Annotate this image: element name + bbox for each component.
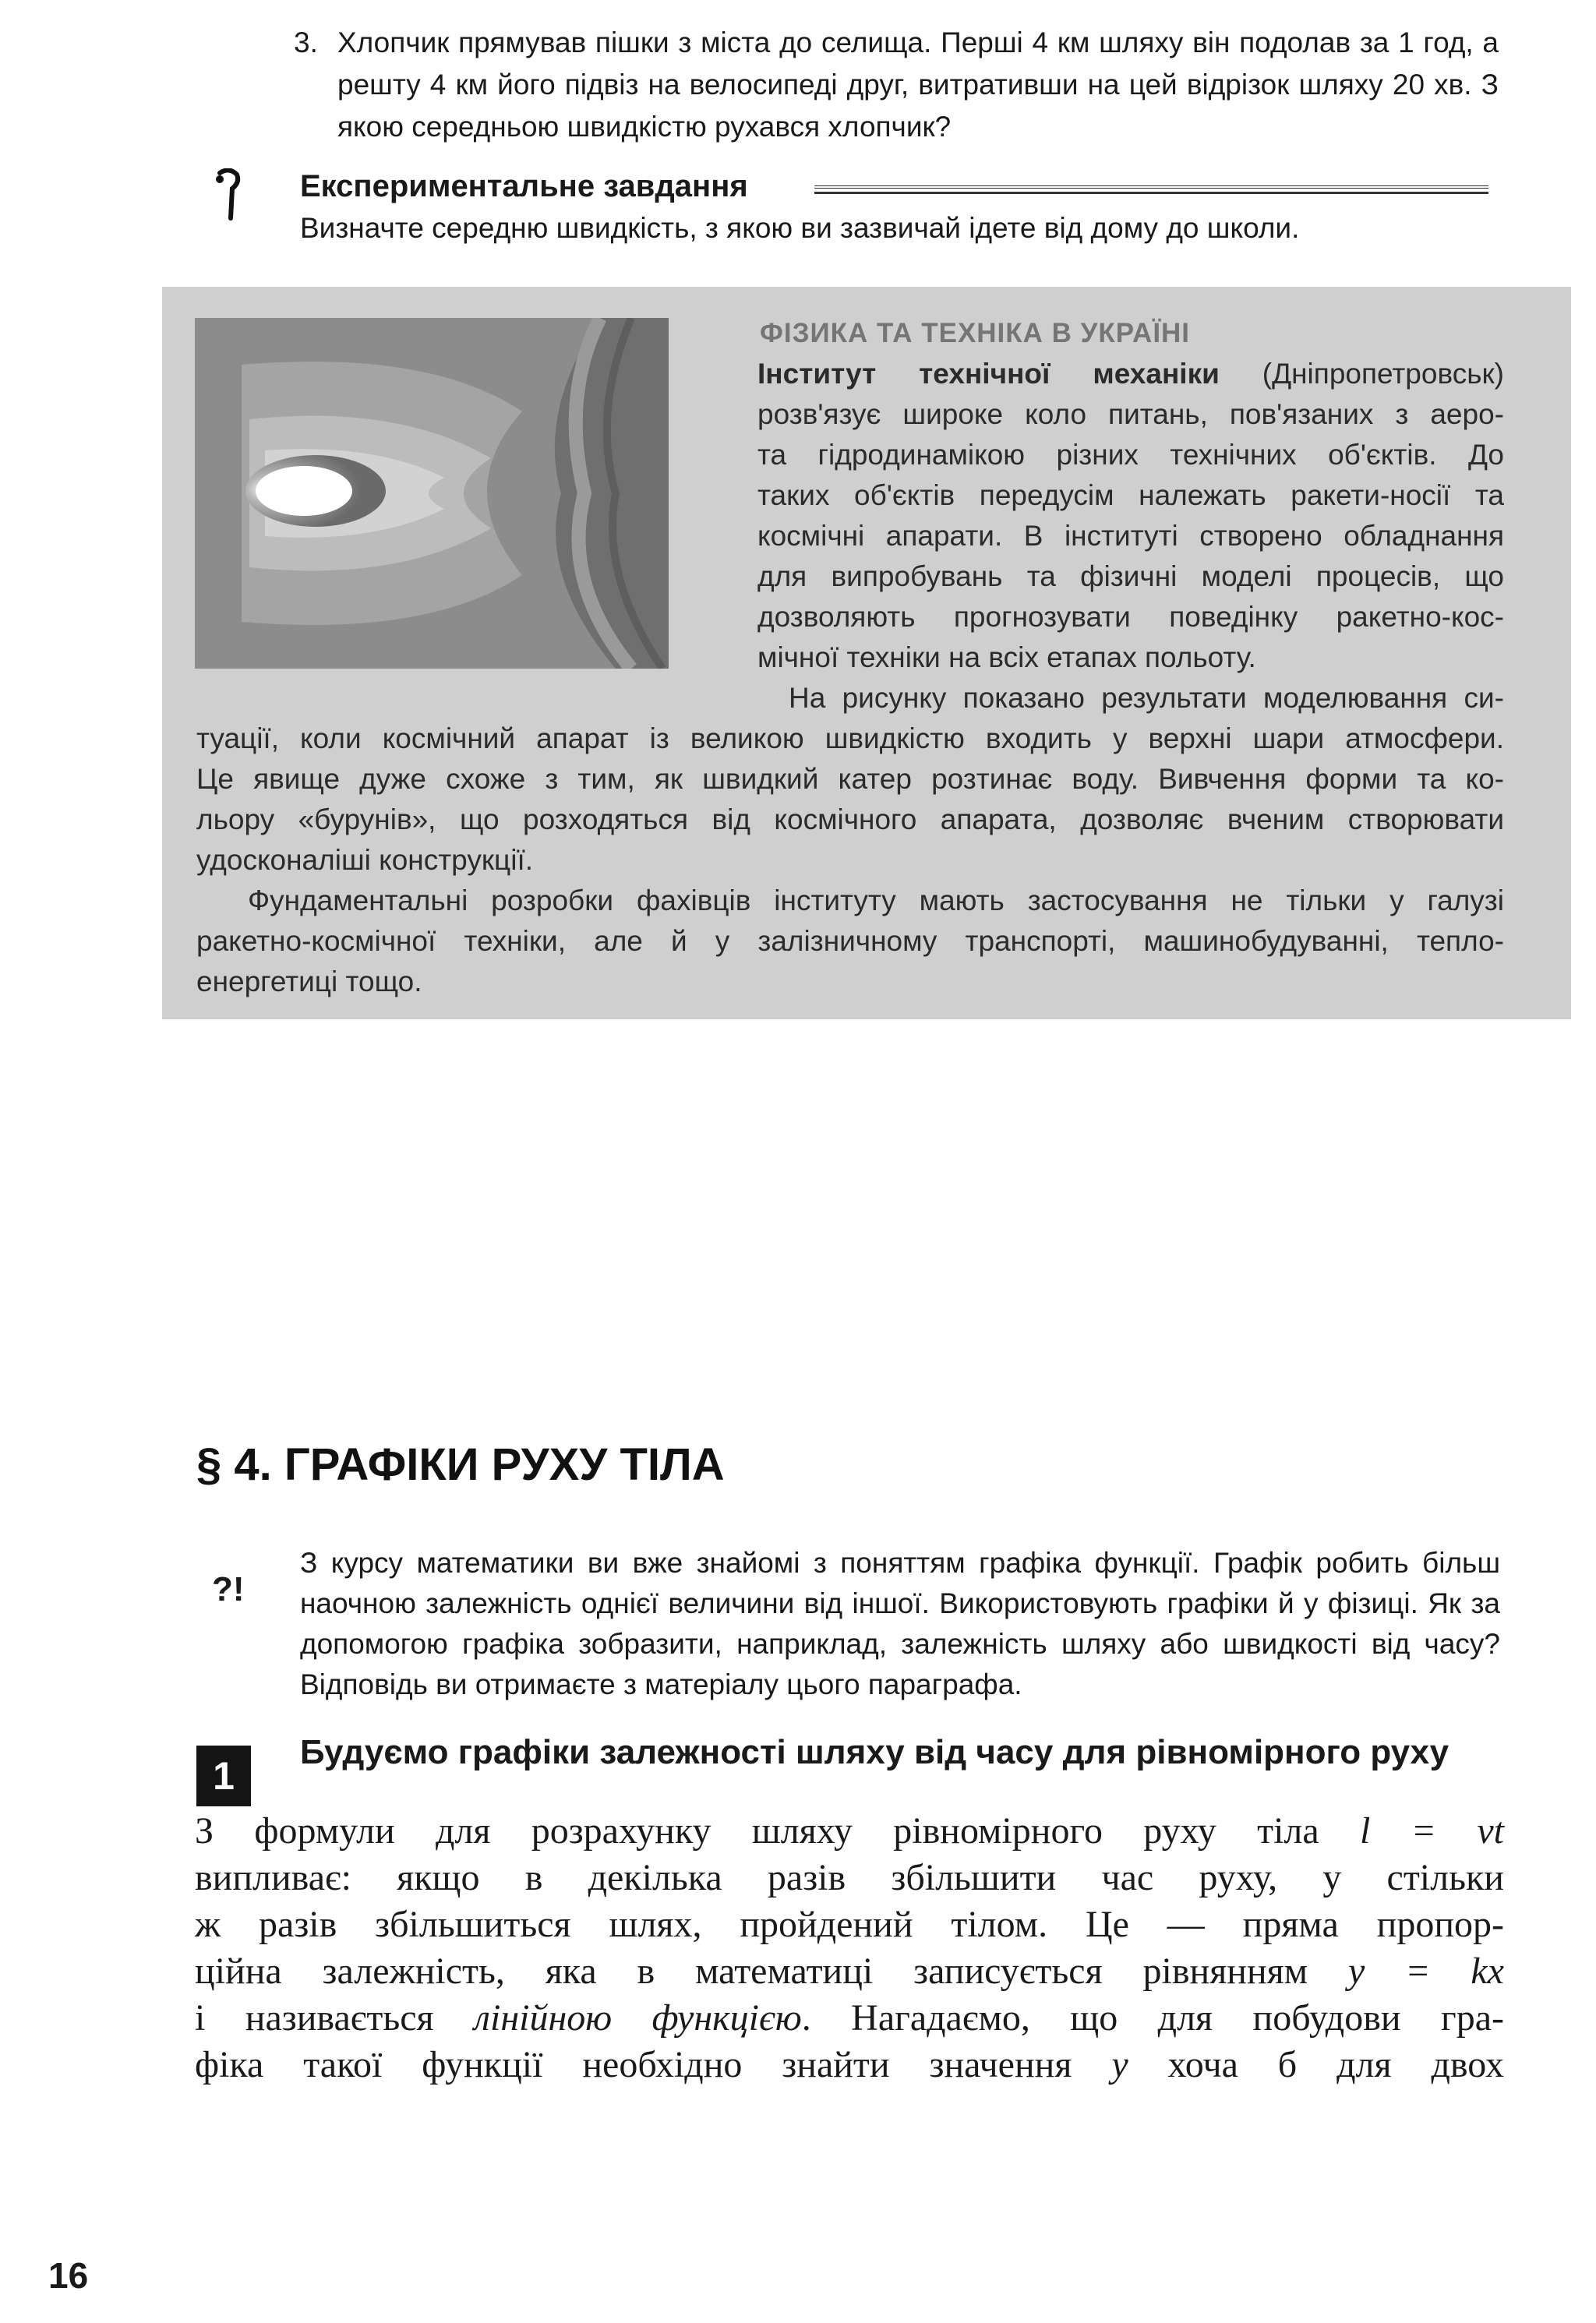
experiment-title: Експериментальне завдання [300, 169, 748, 203]
subsection-number: 1 [196, 1746, 251, 1806]
box-line: таких об'єктів передусім належать ракети-носії та [757, 479, 1504, 511]
body-line: випливає: якщо в декілька разів збільшити час руху, у стільки [195, 1857, 1504, 1898]
problem-text: Хлопчик прямував пішки з міста до селища. Перші 4 км шляху він подолав за 1 год, а решту 4 км його підвіз на велосипеді друг, витративши на цей відрізок шляху 20 хв. З якою середньою швидкістю рухався хлопчик? [337, 26, 1499, 143]
simulation-image [195, 318, 669, 669]
box-line: енергетиці тощо. [196, 966, 422, 997]
formula: y [1111, 2044, 1128, 2085]
box-line: туації, коли космічний апарат із великою швидкістю входить у верхні шари атмосфери. [196, 722, 1504, 754]
box-line: мічної техніки на всіх етапах польоту. [757, 641, 1256, 673]
section-title: § 4. ГРАФІКИ РУХУ ТІЛА [196, 1439, 725, 1490]
body-line: і називається лінійною функцією. Нагадаємо, що для побудови гра- [195, 1997, 1504, 2039]
box-line: розв'язує широке коло питань, пов'язаних з аеро- [757, 398, 1504, 430]
box-line: ракетно-космічної техніки, але й у залізничному транспорті, машинобудуванні, тепло- [196, 925, 1504, 957]
box-heading: ФІЗИКА ТА ТЕХНІКА В УКРАЇНІ [760, 318, 1190, 348]
box-line: льору «бурунів», що розходяться від космічного апарата, дозволяє вченим створювати [196, 803, 1504, 835]
box-line: космічні апарати. В інституті створено обладнання [757, 520, 1504, 552]
box-line: дозволяють прогнозувати поведінку ракетно-кос- [757, 601, 1504, 633]
box-line: Інститут технічної механіки (Дніпропетровськ) [757, 358, 1504, 390]
body-line: фіка такої функції необхідно знайти значення y хоча б для двох [195, 2044, 1504, 2085]
question-icon: ?! [212, 1570, 245, 1608]
divider [814, 185, 1488, 194]
box-line: Фундаментальні розробки фахівців інституту мають застосування не тільки у галузі [248, 884, 1504, 916]
box-line: На рисунку показано результати моделювання си- [789, 682, 1504, 714]
body-line: ційна залежність, яка в математиці записується рівнянням y = kx [195, 1951, 1504, 1992]
problem-number: 3. [294, 26, 318, 58]
formula: y = kx [1347, 1951, 1504, 1992]
experiment-icon [212, 168, 246, 223]
experiment-text: Визначте середню швидкість, з якою ви зазвичай ідете від дому до школи. [300, 212, 1300, 244]
page-number: 16 [48, 2255, 89, 2296]
body-line: ж разів збільшиться шлях, пройдений тілом. Це — пряма пропор- [195, 1904, 1504, 1945]
formula: l = vt [1360, 1810, 1504, 1852]
box-line: Це явище дуже схоже з тим, як швидкий катер розтинає воду. Вивчення форми та ко- [196, 763, 1504, 795]
body-line: З формули для розрахунку шляху рівномірного руху тіла l = vt [195, 1810, 1504, 1852]
intro-text: З курсу математики ви вже знайомі з поняттям графіка функції. Графік робить більш наочною залежність однієї величини від іншої. Використовують графіки й у фізиці. Як за допомогою графіка зобразити, наприклад, залежність шляху або швидкості від часу? Відповідь ви отримаєте з матеріалу цього параграфа. [300, 1547, 1500, 1700]
box-line: для випробувань та фізичні моделі процесів, що [757, 560, 1504, 592]
institute-name: Інститут технічної механіки [757, 358, 1220, 390]
subsection-title: Будуємо графіки залежності шляху від часу для рівномірного руху [300, 1733, 1449, 1771]
box-line: удосконаліші конструкції. [196, 844, 534, 876]
box-line: та гідродинамікою різних технічних об'єктів. До [757, 439, 1504, 471]
emphasis: лінійною функцією [474, 1997, 802, 2039]
